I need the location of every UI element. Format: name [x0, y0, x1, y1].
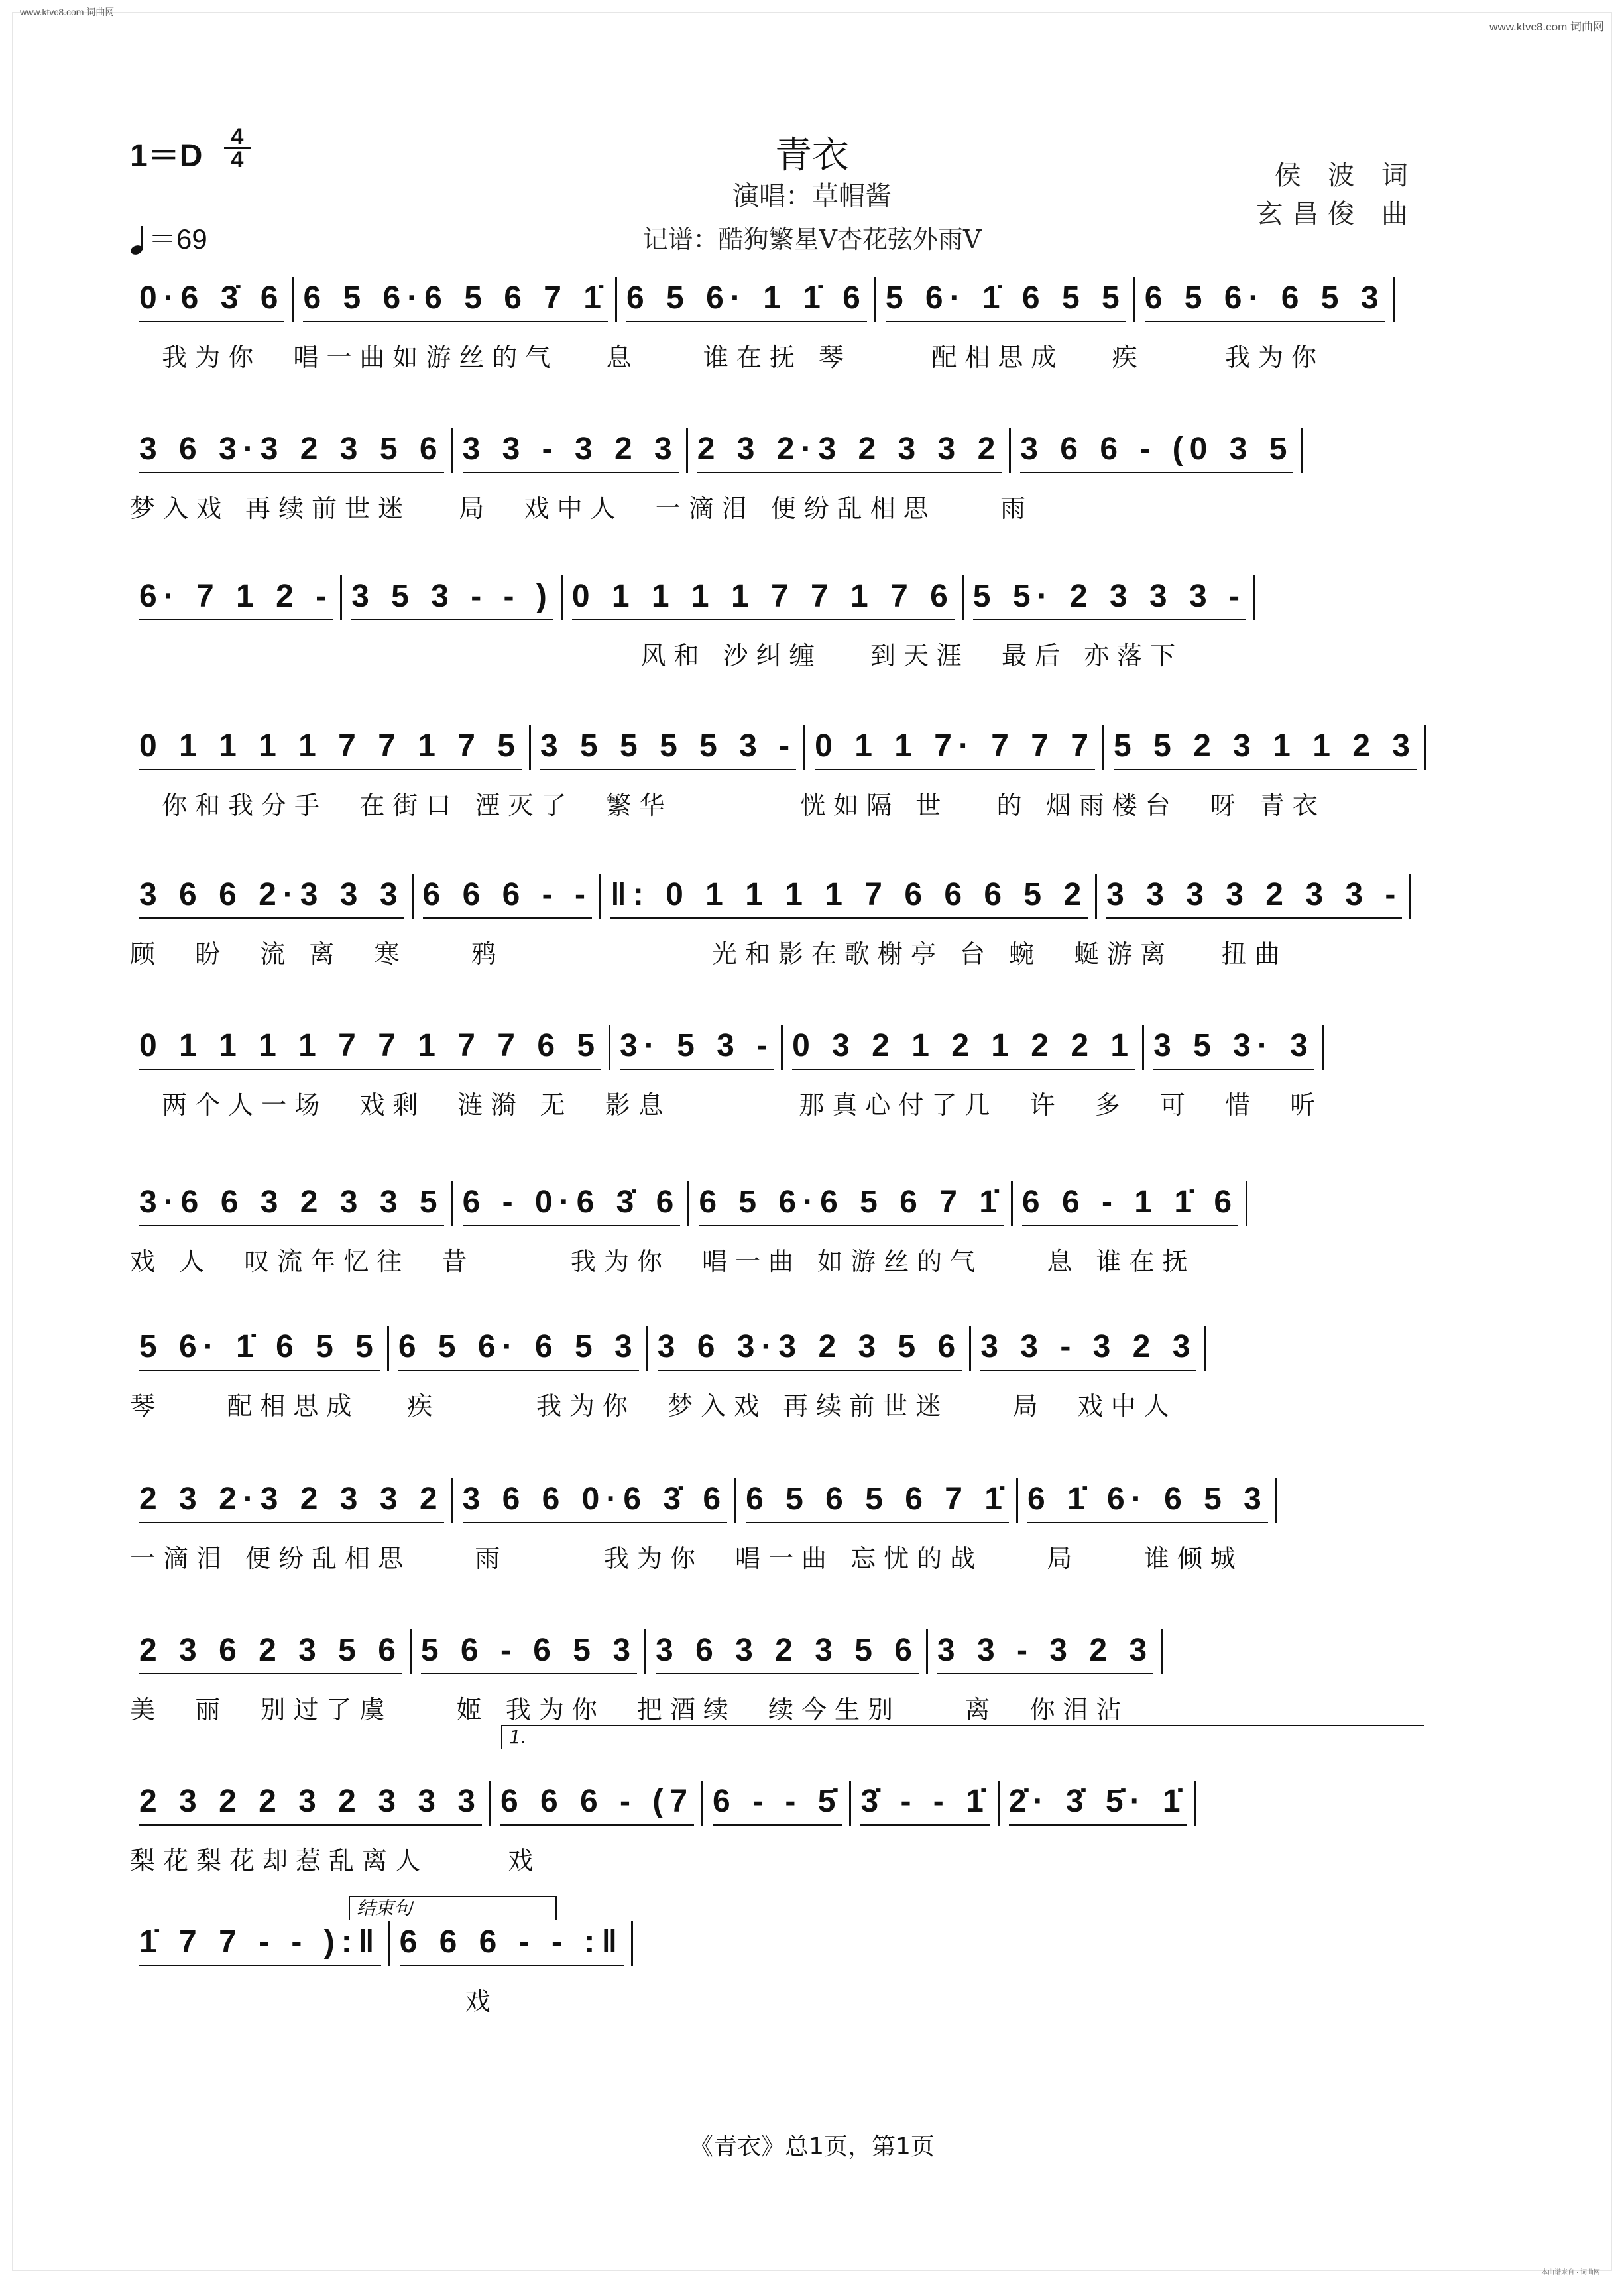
beam-underline — [610, 917, 1088, 919]
measure — [783, 1013, 1144, 1079]
beam-underline — [1153, 1069, 1314, 1070]
beam-underline — [139, 1522, 444, 1523]
beam-underline — [463, 472, 679, 473]
beam-underline — [139, 1673, 402, 1674]
measure-notes: 3 3 3 3 2 3 3 - — [1106, 877, 1403, 912]
measure-notes: 5 6· 1̇ 6 5 5 — [139, 1329, 380, 1364]
measure-notes: 3 6 6 0·6 3̇ 6 — [462, 1482, 728, 1517]
measure-notes: 2 3 2 2 3 2 3 3 3 — [139, 1784, 482, 1819]
measure-notes: 6 5 6·6 5 6 7 1̇ — [699, 1185, 1004, 1220]
site-label-left: www.ktvc8.com 词曲网 — [20, 7, 115, 17]
beam-underline — [1020, 472, 1293, 473]
measure — [617, 265, 876, 331]
beam-underline — [139, 1965, 381, 1966]
beam-underline — [421, 1673, 637, 1674]
measure — [1011, 416, 1303, 483]
lyrics-line: 风和 沙纠缠 到天涯 最后 亦落下 — [130, 641, 1184, 670]
beam-underline — [792, 1069, 1135, 1070]
measure — [648, 1314, 972, 1380]
lyrics-line: 你和我分手 在街口 湮灭了 繁华 恍如隔 世 的 烟雨楼台 呀 青衣 — [130, 791, 1326, 820]
measure — [130, 1169, 453, 1236]
beam-underline — [620, 1069, 774, 1070]
measure — [130, 1769, 491, 1835]
beam-underline — [980, 1370, 1196, 1371]
lyrics-line: 美 丽 别过了虞 姬 我为你 把酒续 续今生别 离 你泪沾 — [130, 1695, 1130, 1724]
score-system — [130, 862, 1422, 988]
measure-notes: 3 5 5 5 5 3 - — [540, 729, 797, 764]
measure — [1013, 1169, 1247, 1236]
beam-underline — [1022, 1225, 1238, 1226]
measure — [130, 1314, 389, 1380]
song-title: 青衣 — [775, 134, 849, 177]
score-system — [130, 713, 1422, 839]
measure — [130, 1013, 610, 1079]
site-label-right[interactable]: www.ktvc8.com 词曲网 — [1489, 21, 1604, 33]
beam-underline — [626, 321, 867, 322]
measure-notes: 6 - - 5̇ — [713, 1784, 842, 1819]
beam-underline — [139, 1069, 601, 1070]
lyrics-line: 两个人一场 戏剩 涟漪 无 影息 那真心付了几 许 多 可 惜 听 — [130, 1090, 1324, 1120]
measure-notes: 3 3 - 3 2 3 — [980, 1329, 1197, 1364]
measure-notes: 3 6 6 2·3 3 3 — [139, 877, 404, 912]
measure — [1144, 1013, 1324, 1079]
measure-notes: 3 6 3·3 2 3 5 6 — [139, 432, 444, 467]
measure-notes: 2̇· 3̇ 5̇· 1̇ — [1008, 1784, 1187, 1819]
measure-notes: 6 6 6 - - — [422, 877, 592, 912]
measure — [805, 713, 1104, 780]
lyricist-credit: 侯 波 词 — [1274, 160, 1417, 191]
measure-notes: 3 5 3· 3 — [1153, 1028, 1314, 1063]
singer-credit: 演唱：草帽酱 — [732, 181, 892, 211]
beam-underline — [398, 1370, 639, 1371]
measure — [851, 1769, 999, 1835]
beam-underline — [303, 321, 608, 322]
beam-underline — [139, 769, 522, 770]
beam-underline — [139, 1370, 380, 1371]
beam-underline — [500, 1824, 694, 1826]
beam-underline — [746, 1522, 1009, 1523]
measure-notes: 0 3 2 1 2 1 2 2 1 — [792, 1028, 1135, 1063]
page-footer: 《青衣》总1页，第1页 — [689, 2133, 935, 2160]
measure — [453, 1169, 690, 1236]
measure — [563, 563, 964, 630]
tempo-value: ＝69 — [148, 223, 207, 255]
beam-underline — [351, 619, 553, 620]
score-system — [130, 563, 1422, 689]
measure — [1018, 1466, 1277, 1533]
measure-notes: 3·6 6 3 2 3 3 5 — [139, 1185, 444, 1220]
score-system — [130, 265, 1422, 391]
measure-notes: 0·6 3̇ 6 — [139, 280, 285, 316]
beam-underline — [400, 1965, 624, 1966]
measure — [414, 862, 601, 928]
measure-notes: 6 - 0·6 3̇ 6 — [462, 1185, 681, 1220]
beam-underline — [656, 1673, 919, 1674]
measure-notes: 5 5· 2 3 3 3 - — [972, 579, 1246, 614]
lyrics-line: 戏 — [130, 1987, 498, 2016]
beam-underline — [139, 1225, 444, 1226]
beam-underline — [139, 619, 333, 620]
beam-underline — [937, 1673, 1153, 1674]
composer-credit: 玄昌俊 曲 — [1256, 199, 1417, 229]
right-watermark-strip — [1609, 20, 1624, 2263]
score-system — [130, 1314, 1422, 1440]
measure-notes: 0 1 1 1 1 7 7 1 7 6 — [571, 579, 955, 614]
measure-notes: 3 3 - 3 2 3 — [937, 1633, 1154, 1668]
beam-underline — [139, 321, 284, 322]
beam-underline — [139, 472, 444, 473]
measure-notes: 3̇ - - 1̇ — [860, 1784, 990, 1819]
measure-notes: 5 6 - 6 5 3 — [420, 1633, 638, 1668]
volta-bracket: 1. — [501, 1725, 1424, 1749]
measure — [412, 1617, 646, 1684]
volta-bracket: 结束句 — [349, 1896, 557, 1920]
measure-notes: 2 3 2·3 2 3 3 2 — [139, 1482, 444, 1517]
beam-underline — [1009, 1824, 1187, 1826]
measure-notes: 6 5 6· 1 1̇ 6 — [626, 280, 867, 316]
beam-underline — [1114, 769, 1417, 770]
measure-notes: 6· 7 1 2 - — [139, 579, 333, 614]
measure — [130, 563, 342, 630]
measure-notes: 6 5 6 5 6 7 1̇ — [746, 1482, 1009, 1517]
beam-underline — [572, 619, 955, 620]
beam-underline — [463, 1225, 681, 1226]
measure — [601, 862, 1097, 928]
measure-notes: 0 1 1 1 1 7 7 1 7 7 6 5 — [139, 1028, 602, 1063]
beam-underline — [860, 1824, 990, 1826]
measure — [130, 416, 453, 483]
author-credits — [1256, 156, 1417, 233]
measure — [130, 265, 294, 331]
measure — [342, 563, 563, 630]
beam-underline — [540, 769, 796, 770]
beam-underline — [713, 1824, 842, 1826]
beam-underline — [699, 1225, 1004, 1226]
beam-underline — [697, 472, 1002, 473]
measure-notes: 6 5 6· 6 5 3 — [1144, 280, 1385, 316]
measure-notes: 3 3 - 3 2 3 — [462, 432, 679, 467]
measure-notes: 2 3 6 2 3 5 6 — [139, 1633, 402, 1668]
measure-notes: 3 6 6 - (0 3 5 — [1020, 432, 1294, 467]
measure-notes: 6 6 6 - - :‖ — [399, 1924, 624, 1960]
lyrics-line: 一滴泪 便纷乱相思 雨 我为你 唱一曲 忘忧的战 局 谁倾城 — [130, 1544, 1244, 1573]
measure — [971, 1314, 1206, 1380]
measure-notes: 6 1̇ 6· 6 5 3 — [1027, 1482, 1268, 1517]
key-signature: 1＝D — [130, 139, 203, 174]
measure — [130, 862, 414, 928]
beam-underline — [973, 619, 1246, 620]
beam-underline — [1027, 1522, 1268, 1523]
lyrics-line: 我为你 唱一曲如游丝的气 息 谁在抚 琴 配相思成 疾 我为你 — [130, 343, 1324, 372]
measure — [130, 713, 531, 780]
measure-notes: 5 6· 1̇ 6 5 5 — [885, 280, 1126, 316]
measure — [703, 1769, 851, 1835]
measure-notes: 5 5 2 3 1 1 2 3 — [1114, 729, 1417, 764]
measure — [1000, 1769, 1196, 1835]
measure — [453, 416, 688, 483]
measure — [294, 265, 617, 331]
beam-underline — [1145, 321, 1385, 322]
measure-notes: 3 6 3 2 3 5 6 — [656, 1633, 919, 1668]
measure-notes: 6 5 6·6 5 6 7 1̇ — [303, 280, 608, 316]
lyrics-line: 琴 配相思成 疾 我为你 梦入戏 再续前世迷 局 戏中人 — [130, 1391, 1177, 1421]
measure-notes: 3 6 3·3 2 3 5 6 — [657, 1329, 962, 1364]
measure — [689, 1169, 1013, 1236]
measure — [453, 1466, 737, 1533]
measure — [1097, 862, 1411, 928]
beam-underline — [139, 1824, 482, 1826]
measure — [491, 1769, 703, 1835]
score-system — [130, 1897, 1422, 2035]
measure — [688, 416, 1012, 483]
beam-underline — [815, 769, 1095, 770]
lyrics-line: 梨花梨花却惹乱离人 戏 — [130, 1846, 542, 1875]
lyrics-line: 梦入戏 再续前世迷 局 戏中人 一滴泪 便纷乱相思 雨 — [130, 494, 1034, 523]
beam-underline — [1106, 917, 1402, 919]
measure-notes: 6 6 6 - (7 — [500, 1784, 695, 1819]
score-system — [130, 1013, 1422, 1139]
score-system — [130, 1169, 1422, 1295]
measure — [1104, 713, 1426, 780]
measure-notes: 3· 5 3 - — [620, 1028, 774, 1063]
measure — [531, 713, 805, 780]
beam-underline — [886, 321, 1126, 322]
time-signature-top: 4 — [224, 126, 251, 149]
lyrics-line: 戏 人 叹流年忆往 昔 我为你 唱一曲 如游丝的气 息 谁在抚 — [130, 1247, 1196, 1276]
measure-notes: 6 6 - 1 1̇ 6 — [1021, 1185, 1239, 1220]
measure — [876, 265, 1135, 331]
measure-notes: 1̇ 7 7 - - ):‖ — [139, 1924, 381, 1960]
measure-notes: 2 3 2·3 2 3 3 2 — [697, 432, 1002, 467]
measure — [130, 1466, 453, 1533]
measure — [736, 1466, 1018, 1533]
measure-notes: 0 1 1 1 1 7 7 1 7 5 — [139, 729, 522, 764]
measure — [130, 1617, 412, 1684]
measure — [1135, 265, 1395, 331]
time-signature-bottom: 4 — [231, 147, 244, 172]
measure-notes: ‖: 0 1 1 1 1 7 6 6 6 5 2 — [610, 877, 1088, 912]
measure — [964, 563, 1255, 630]
measure-notes: 3 5 3 - - ) — [351, 579, 553, 614]
beam-underline — [423, 917, 592, 919]
beam-underline — [658, 1370, 962, 1371]
measure-notes: 6 5 6· 6 5 3 — [398, 1329, 639, 1364]
lyrics-line: 顾 盼 流 离 寒 鸦 光和影在歌榭亭 台 蜿 蜒游离 扭曲 — [130, 939, 1288, 968]
measure — [646, 1617, 928, 1684]
notator-credit: 记谱：酷狗繁星V杏花弦外雨V — [642, 225, 982, 254]
score-system — [130, 416, 1422, 542]
measure — [610, 1013, 783, 1079]
measure — [928, 1617, 1163, 1684]
beam-underline — [463, 1522, 728, 1523]
measure — [389, 1314, 648, 1380]
score-system — [130, 1726, 1422, 1895]
measure-notes: 0 1 1 7· 7 7 7 — [815, 729, 1096, 764]
score-system — [130, 1466, 1422, 1592]
beam-underline — [139, 917, 404, 919]
left-watermark-strip — [0, 20, 15, 2263]
site-label-bottom: 本曲谱来自 · 词曲网 — [1541, 2269, 1600, 2276]
